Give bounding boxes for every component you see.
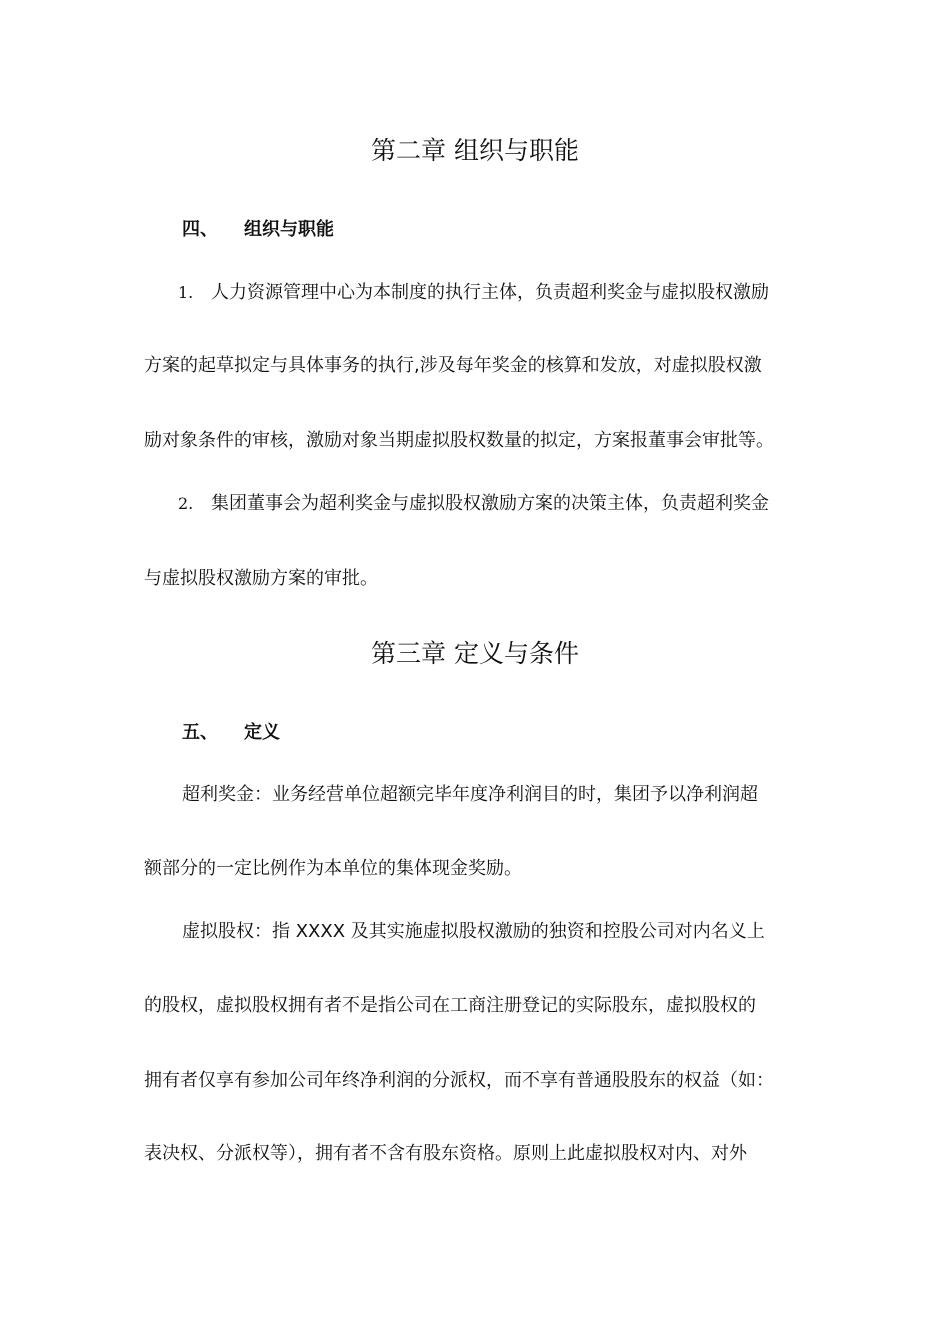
list-item-1-line-1 [178,280,769,306]
paragraph-2-line-3: 拥有者仅享有参加公司年终净利润的分派权，而不享有普通股股东的权益（如： [144,1070,774,1091]
list-item-2-marker: 2. [178,494,194,513]
paragraph-2-line-4: 表决权、分派权等），拥有者不含有股东资格。原则上此虚拟股权对内、对外 [144,1143,747,1164]
list-item-2-text: 集团董事会为超利奖金与虚拟股权激励方案的决策主体，负责超利奖金 [211,493,769,514]
chapter-2-title: 第二章 组织与职能 [371,136,579,165]
paragraph-2-line-1: 虚拟股权：指 XXXX 及其实施虚拟股权激励的独资和控股公司对内名义上 [182,921,765,942]
list-item-2-line-1 [178,491,769,517]
paragraph-2-line-2: 的股权，虚拟股权拥有者不是指公司在工商注册登记的实际股东，虚拟股权的 [144,995,756,1016]
list-item-1-text: 人力资源管理中心为本制度的执行主体，负责超利奖金与虚拟股权激励 [211,282,769,303]
section-4-number: 四、 [182,219,218,240]
section-4-title: 组织与职能 [244,219,334,240]
list-item-1-line-2: 方案的起草拟定与具体事务的执行,涉及每年奖金的核算和发放，对虚拟股权激 [144,355,762,376]
list-item-1-marker: 1. [178,283,194,302]
section-4-heading [182,217,334,243]
section-5-heading [182,720,280,746]
chapter-3-title: 第三章 定义与条件 [371,639,579,668]
paragraph-1-line-2: 额部分的一定比例作为本单位的集体现金奖励。 [144,858,522,879]
section-5-title: 定义 [244,722,280,743]
list-item-1-line-3: 励对象条件的审核，激励对象当期虚拟股权数量的拟定，方案报董事会审批等。 [144,430,774,451]
section-5-number: 五、 [182,722,218,743]
paragraph-1-line-1: 超利奖金：业务经营单位超额完毕年度净利润目的时，集团予以净利润超 [182,784,758,805]
list-item-2-line-2: 与虚拟股权激励方案的审批。 [144,568,378,589]
